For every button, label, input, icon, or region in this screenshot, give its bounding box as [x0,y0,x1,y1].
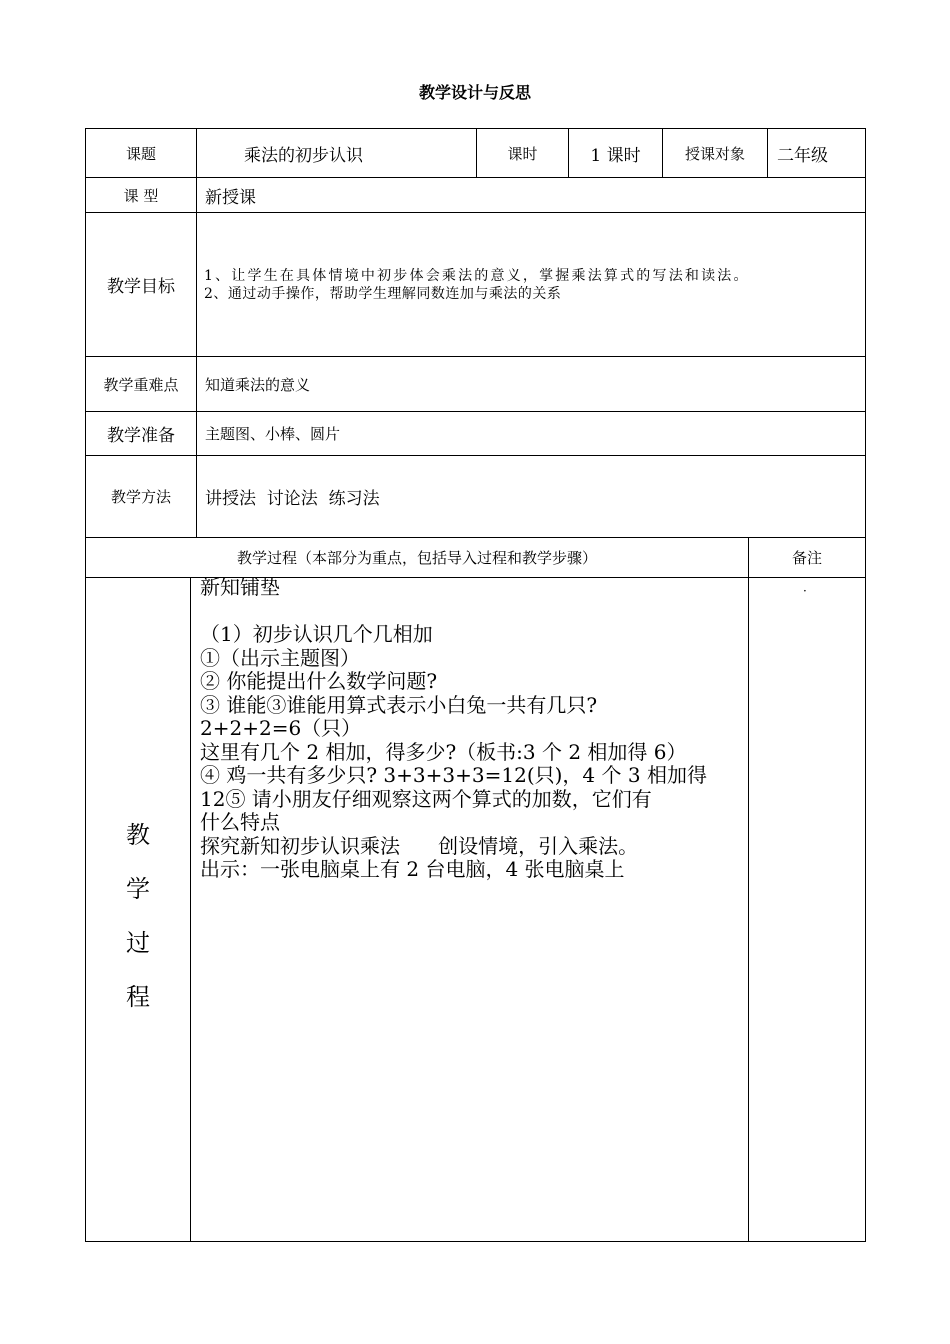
process-line: 什么特点 [200,810,280,834]
process-header: 教学过程（本部分为重点，包括导入过程和教学步骤） [236,549,597,567]
goal-item-1: 1、让学生在具体情境中初步体会乘法的意义，掌握乘法算式的写法和读法。 [204,267,750,284]
type-label: 课 型 [123,186,159,205]
notes-mark: · [803,584,807,598]
audience-label: 授课对象 [684,144,745,163]
table-border-right [865,128,866,1241]
notes-column-divider [748,537,749,1241]
method-label: 教学方法 [110,488,171,506]
document-title: 教学设计与反思 [418,83,531,102]
process-line: 新知铺垫 [200,575,280,599]
process-line: 出示：一张电脑桌上有 2 台电脑，4 张电脑桌上 [200,857,625,881]
process-content [200,576,745,882]
preparation-label: 教学准备 [107,426,175,446]
label-column-divider [196,128,197,537]
process-side-char-1: 教 [126,821,150,849]
process-line: （1）初步认识几个几相加 [200,622,433,646]
process-line: 这里有几个 2 相加，得多少?（板书:3 个 2 相加得 6） [200,739,687,764]
key-points-value: 知道乘法的意义 [205,375,311,394]
goals-content [204,213,864,356]
process-line: ③ 谁能③谁能用算式表示小白兔一共有几只? [200,692,598,717]
topic-label: 课题 [125,144,156,163]
period-value: 1 课时 [590,145,641,166]
header-divider-d [767,128,768,177]
notes-header: 备注 [791,549,822,567]
period-label: 课时 [507,144,538,163]
preparation-value: 主题图、小棒、圆片 [205,425,341,443]
process-side-char-4: 程 [126,983,150,1011]
process-line [200,600,745,624]
goals-label: 教学目标 [107,277,175,297]
goal-item-2: 2、通过动手操作，帮助学生理解同数连加与乘法的关系 [204,285,562,302]
process-line: ② 你能提出什么数学问题? [200,669,438,693]
process-line: 探究新知初步认识乘法 创设情境，引入乘法。 [200,833,639,858]
topic-value: 乘法的初步认识 [244,145,363,166]
process-line: 12⑤ 请小朋友仔细观察这两个算式的加数，它们有 [200,786,652,811]
process-side-divider [190,577,191,1241]
process-side-char-2: 学 [126,875,150,903]
table-border-bottom [85,1241,866,1242]
process-side-char-3: 过 [126,929,150,957]
audience-value: 二年级 [777,145,828,166]
process-line: 2+2+2=6（只） [200,716,362,740]
key-points-label: 教学重难点 [103,375,179,394]
process-line: ①（出示主题图） [200,645,360,670]
method-value: 讲授法 讨论法 练习法 [205,489,380,509]
type-value: 新授课 [205,187,256,208]
process-line: ④ 鸡一共有多少只? 3+3+3+3=12(只)，4 个 3 相加得 [200,763,707,787]
